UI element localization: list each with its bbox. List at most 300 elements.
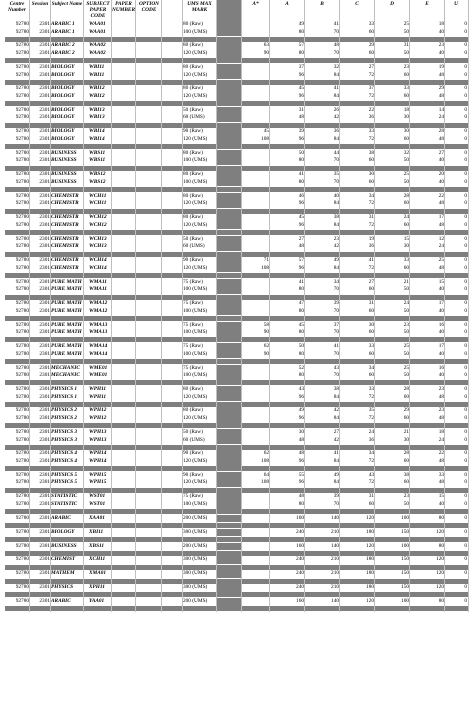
table-row bbox=[5, 128, 469, 136]
table-cell: BIOLOGY bbox=[51, 114, 75, 121]
gray-column-cell bbox=[217, 479, 241, 487]
table-cell: 27 bbox=[438, 149, 444, 156]
row-separator bbox=[5, 101, 469, 106]
table-cell: 48 bbox=[438, 457, 444, 464]
table-cell: CHEMISTR bbox=[51, 235, 79, 242]
table-cell: 0 bbox=[464, 200, 467, 207]
table-cell: 41 bbox=[333, 343, 339, 350]
table-cell: 50 bbox=[403, 372, 409, 379]
table-row bbox=[5, 136, 469, 144]
table-row bbox=[5, 394, 469, 402]
table-cell: 72 bbox=[368, 200, 374, 207]
gray-column-cell bbox=[217, 450, 241, 458]
table-cell: 72 bbox=[368, 393, 374, 400]
table-cell: MATHEM bbox=[51, 570, 75, 577]
table-cell: 2301 bbox=[39, 528, 50, 535]
table-cell: 50 bbox=[403, 157, 409, 164]
table-cell: 60 bbox=[403, 415, 409, 422]
table-cell: 0 bbox=[464, 221, 467, 228]
table-cell: 100 (UMS) bbox=[183, 157, 208, 164]
table-cell: 0 bbox=[464, 300, 467, 307]
table-cell: 48 bbox=[438, 393, 444, 400]
table-cell: 100 (UMS) bbox=[183, 178, 208, 185]
table-cell: WCH12 bbox=[89, 221, 107, 228]
column-header: E bbox=[425, 1, 429, 7]
table-cell: 100 bbox=[401, 598, 409, 605]
table-cell: 108 bbox=[261, 457, 269, 464]
table-cell: 70 bbox=[333, 329, 339, 336]
table-cell: WMA11 bbox=[89, 286, 107, 293]
table-cell: 37 bbox=[298, 63, 304, 70]
table-cell: 92780 bbox=[15, 171, 29, 178]
table-cell: WME01 bbox=[89, 364, 108, 371]
table-cell: 60 bbox=[368, 50, 374, 57]
table-row bbox=[5, 279, 469, 287]
table-cell: 92780 bbox=[15, 393, 29, 400]
table-cell: 2301 bbox=[39, 428, 50, 435]
table-cell: 0 bbox=[464, 307, 467, 314]
table-cell: 28 bbox=[403, 192, 409, 199]
table-cell: WPH13 bbox=[89, 436, 107, 443]
table-cell: WBS11 bbox=[89, 149, 106, 156]
table-cell: 29 bbox=[438, 85, 444, 92]
table-cell: 80 bbox=[298, 157, 304, 164]
table-cell: ARABIC 1 bbox=[51, 21, 75, 27]
table-cell: 29 bbox=[403, 407, 409, 414]
table-row bbox=[5, 42, 469, 50]
table-cell: 27 bbox=[368, 278, 374, 285]
table-row bbox=[5, 322, 469, 330]
table-cell: 96 bbox=[298, 479, 304, 486]
table-cell: 0 bbox=[464, 598, 467, 605]
table-cell: 0 bbox=[464, 450, 467, 457]
table-cell: 2301 bbox=[39, 598, 50, 605]
table-cell: 0 bbox=[464, 457, 467, 464]
table-cell: 92780 bbox=[15, 135, 29, 142]
table-cell: 60 bbox=[368, 500, 374, 507]
row-separator bbox=[5, 295, 469, 300]
table-cell: 92780 bbox=[15, 42, 29, 49]
table-cell: 150 bbox=[401, 556, 409, 563]
table-cell: 200 (UMS) bbox=[183, 598, 208, 605]
table-cell: 72 bbox=[368, 415, 374, 422]
table-cell: 96 bbox=[298, 221, 304, 228]
table-cell: 92780 bbox=[15, 321, 29, 328]
table-cell: 80 (Raw) bbox=[183, 385, 203, 392]
table-cell: 120 bbox=[366, 542, 374, 549]
table-cell: 38 bbox=[368, 149, 374, 156]
table-cell: 100 (UMS) bbox=[183, 350, 208, 357]
gray-column-cell bbox=[217, 243, 241, 251]
table-row bbox=[5, 556, 469, 564]
grid-line bbox=[241, 0, 242, 612]
table-cell: 49 bbox=[298, 407, 304, 414]
table-cell: PHYSICS 1 bbox=[51, 393, 78, 400]
table-cell: 21 bbox=[403, 278, 409, 285]
table-cell: 80 bbox=[298, 50, 304, 57]
table-cell: CHEMISTR bbox=[51, 264, 79, 271]
table-cell: 100 bbox=[401, 514, 409, 521]
gray-column-cell bbox=[217, 222, 241, 230]
table-row bbox=[5, 458, 469, 466]
table-row bbox=[5, 214, 469, 222]
table-cell: PHYSICS bbox=[51, 584, 74, 591]
table-cell: 46 bbox=[298, 192, 304, 199]
gray-column-cell bbox=[217, 584, 241, 592]
table-row bbox=[5, 479, 469, 487]
table-cell: 75 (Raw) bbox=[183, 300, 203, 307]
table-row bbox=[5, 308, 469, 316]
table-cell: 33 bbox=[368, 343, 374, 350]
table-row bbox=[5, 343, 469, 351]
row-separator bbox=[5, 316, 469, 321]
table-row bbox=[5, 222, 469, 230]
table-cell: 63 bbox=[263, 42, 269, 49]
table-cell: 40 bbox=[438, 50, 444, 57]
table-cell: 38 bbox=[403, 471, 409, 478]
table-cell: 160 bbox=[296, 542, 304, 549]
table-cell: 92780 bbox=[15, 264, 29, 271]
table-cell: 92780 bbox=[15, 479, 29, 486]
table-cell: 40 bbox=[438, 329, 444, 336]
table-cell: 0 bbox=[464, 542, 467, 549]
table-cell: 180 bbox=[366, 584, 374, 591]
table-cell: 20 bbox=[438, 171, 444, 178]
table-cell: 2301 bbox=[39, 500, 50, 507]
table-cell: BIOLOGY bbox=[51, 135, 75, 142]
table-row bbox=[5, 329, 469, 337]
gray-column-cell bbox=[217, 157, 241, 165]
table-cell: 31 bbox=[368, 214, 374, 221]
column-header: D bbox=[390, 1, 394, 7]
table-cell: 39 bbox=[368, 42, 374, 49]
table-cell: 150 bbox=[401, 584, 409, 591]
table-cell: STATISTIC bbox=[51, 500, 78, 507]
table-cell: 50 bbox=[403, 500, 409, 507]
table-cell: 0 bbox=[464, 479, 467, 486]
table-row bbox=[5, 386, 469, 394]
gray-column-cell bbox=[217, 365, 241, 373]
table-row bbox=[5, 193, 469, 201]
table-cell: 0 bbox=[464, 321, 467, 328]
table-cell: BIOLOGY bbox=[51, 71, 75, 78]
table-row bbox=[5, 437, 469, 445]
row-separator bbox=[5, 273, 469, 278]
table-cell: 180 bbox=[366, 556, 374, 563]
table-cell: 92780 bbox=[15, 457, 29, 464]
table-row bbox=[5, 598, 469, 606]
table-row bbox=[5, 200, 469, 208]
table-cell: 2301 bbox=[39, 149, 50, 156]
table-cell: 0 bbox=[464, 514, 467, 521]
table-cell: 0 bbox=[464, 364, 467, 371]
table-cell: 0 bbox=[464, 584, 467, 591]
gray-column-cell bbox=[217, 343, 241, 351]
table-cell: 62 bbox=[263, 343, 269, 350]
gray-column-cell bbox=[217, 200, 241, 208]
table-cell: 23 bbox=[438, 42, 444, 49]
table-cell: 19 bbox=[438, 63, 444, 70]
table-cell: 30 bbox=[403, 436, 409, 443]
table-cell: 60 bbox=[403, 93, 409, 99]
table-cell: 120 bbox=[436, 528, 444, 535]
table-cell: 45 bbox=[298, 214, 304, 221]
table-cell: 2301 bbox=[39, 264, 50, 271]
table-cell: 92780 bbox=[15, 200, 29, 207]
table-cell: 60 bbox=[403, 479, 409, 486]
table-cell: 90 bbox=[263, 50, 269, 57]
table-cell: 92780 bbox=[15, 192, 29, 199]
table-cell: PHYSICS 5 bbox=[51, 471, 78, 478]
table-cell: 2301 bbox=[39, 157, 50, 164]
table-cell: 70 bbox=[333, 307, 339, 314]
table-cell: 0 bbox=[464, 415, 467, 422]
table-cell: XPH11 bbox=[89, 584, 105, 591]
table-cell: PURE MATH bbox=[51, 278, 82, 285]
table-cell: 0 bbox=[464, 393, 467, 400]
table-cell: 0 bbox=[464, 93, 467, 99]
table-cell: 58 bbox=[263, 321, 269, 328]
table-cell: 80 (Raw) bbox=[183, 171, 203, 178]
row-separator bbox=[5, 58, 469, 63]
table-cell: 2301 bbox=[39, 350, 50, 357]
column-header: Subject Name bbox=[51, 1, 83, 7]
table-cell: 25 bbox=[403, 21, 409, 27]
table-cell: PURE MATH bbox=[51, 343, 82, 350]
table-row bbox=[5, 286, 469, 294]
table-cell: 80 (Raw) bbox=[183, 407, 203, 414]
table-cell: 150 bbox=[401, 570, 409, 577]
table-cell: 2301 bbox=[39, 570, 50, 577]
table-cell: 0 bbox=[464, 71, 467, 78]
gray-column-cell bbox=[217, 128, 241, 136]
table-cell: 33 bbox=[403, 85, 409, 92]
table-cell: 0 bbox=[464, 500, 467, 507]
table-row bbox=[5, 543, 469, 551]
table-cell: 43 bbox=[298, 385, 304, 392]
table-cell: 23 bbox=[438, 385, 444, 392]
table-cell: 2301 bbox=[39, 50, 50, 57]
table-cell: 0 bbox=[464, 63, 467, 70]
table-cell: 33 bbox=[368, 385, 374, 392]
table-cell: 49 bbox=[298, 21, 304, 27]
table-cell: WCH13 bbox=[89, 235, 107, 242]
table-cell: 40 bbox=[333, 192, 339, 199]
gray-column-cell bbox=[217, 386, 241, 394]
gray-column-cell bbox=[217, 529, 241, 537]
table-cell: 2301 bbox=[39, 63, 50, 70]
table-cell: WMA12 bbox=[89, 300, 108, 307]
table-cell: 0 bbox=[464, 493, 467, 500]
table-cell: 92780 bbox=[15, 235, 29, 242]
gray-column-cell bbox=[217, 472, 241, 480]
table-cell: 92780 bbox=[15, 157, 29, 164]
row-separator bbox=[5, 380, 469, 385]
table-cell: 18 bbox=[438, 21, 444, 27]
table-cell: ARABIC bbox=[51, 514, 71, 521]
table-cell: 120 (UMS) bbox=[183, 135, 208, 142]
gray-column-cell bbox=[217, 93, 241, 101]
table-cell: 25 bbox=[403, 343, 409, 350]
table-cell: 120 bbox=[366, 514, 374, 521]
table-cell: 60 bbox=[403, 71, 409, 78]
table-cell: 15 bbox=[438, 493, 444, 500]
gray-column-cell bbox=[217, 279, 241, 287]
gray-column-cell bbox=[217, 286, 241, 294]
table-cell: 2301 bbox=[39, 307, 50, 314]
table-cell: 17 bbox=[438, 214, 444, 221]
table-cell: 23 bbox=[403, 493, 409, 500]
table-cell: 80 (Raw) bbox=[183, 149, 203, 156]
table-cell: BIOLOGY bbox=[51, 106, 75, 113]
table-cell: 27 bbox=[333, 428, 339, 435]
gray-column-cell bbox=[217, 543, 241, 551]
table-cell: PURE MATH bbox=[51, 321, 82, 328]
gray-column-cell bbox=[217, 50, 241, 58]
row-separator bbox=[5, 166, 469, 171]
table-cell: 150 bbox=[401, 528, 409, 535]
table-cell: 43 bbox=[368, 471, 374, 478]
table-cell: 92780 bbox=[15, 570, 29, 577]
table-cell: CHEMISTR bbox=[51, 221, 79, 228]
table-cell: 90 (Raw) bbox=[183, 257, 203, 264]
table-cell: 40 bbox=[438, 28, 444, 35]
table-cell: 30 bbox=[298, 428, 304, 435]
table-cell: 75 (Raw) bbox=[183, 343, 203, 350]
table-cell: 92780 bbox=[15, 50, 29, 57]
table-cell: 92780 bbox=[15, 343, 29, 350]
gray-column-cell bbox=[217, 322, 241, 330]
table-cell: 30 bbox=[403, 243, 409, 250]
table-body bbox=[5, 21, 469, 611]
table-cell: WBS11 bbox=[89, 157, 106, 164]
table-cell: 38 bbox=[333, 214, 339, 221]
table-cell: WBI12 bbox=[89, 85, 105, 92]
table-cell: 2301 bbox=[39, 457, 50, 464]
table-cell: 2301 bbox=[39, 321, 50, 328]
table-cell: 0 bbox=[464, 350, 467, 357]
table-row bbox=[5, 179, 469, 187]
table-cell: 96 bbox=[298, 415, 304, 422]
table-row bbox=[5, 257, 469, 265]
table-cell: 120 (UMS) bbox=[183, 200, 208, 207]
table-cell: 60 (UMS) bbox=[183, 114, 205, 121]
table-cell: 75 (Raw) bbox=[183, 321, 203, 328]
table-cell: 108 bbox=[261, 479, 269, 486]
table-cell: 90 (Raw) bbox=[183, 471, 203, 478]
table-cell: 80 bbox=[298, 28, 304, 35]
gray-column-cell bbox=[217, 570, 241, 578]
table-row bbox=[5, 236, 469, 244]
table-cell: 50 bbox=[403, 50, 409, 57]
table-cell: 17 bbox=[438, 300, 444, 307]
table-cell: 92780 bbox=[15, 528, 29, 535]
table-cell: 120 (UMS) bbox=[183, 93, 208, 99]
table-cell: 0 bbox=[464, 528, 467, 535]
table-cell: 36 bbox=[368, 436, 374, 443]
table-cell: 48 bbox=[333, 42, 339, 49]
table-cell: 60 bbox=[368, 372, 374, 379]
table-cell: 38 bbox=[333, 385, 339, 392]
gray-column-cell bbox=[217, 21, 241, 29]
table-row bbox=[5, 429, 469, 437]
table-cell: PHYSICS 3 bbox=[51, 436, 78, 443]
table-cell: BUSINESS bbox=[51, 171, 77, 178]
table-cell: 72 bbox=[368, 71, 374, 78]
table-cell: 40 bbox=[438, 350, 444, 357]
table-cell: 31 bbox=[368, 300, 374, 307]
table-cell: 23 bbox=[403, 63, 409, 70]
table-cell: BIOLOGY bbox=[51, 128, 75, 135]
table-cell: ARABIC 1 bbox=[51, 28, 75, 35]
table-cell: WCH14 bbox=[89, 264, 107, 271]
table-cell: 24 bbox=[403, 214, 409, 221]
row-separator bbox=[5, 551, 469, 556]
table-cell: 41 bbox=[368, 257, 374, 264]
table-row bbox=[5, 93, 469, 101]
table-cell: 28 bbox=[403, 450, 409, 457]
table-cell: 52 bbox=[298, 364, 304, 371]
row-separator bbox=[5, 359, 469, 364]
table-cell: 60 bbox=[403, 200, 409, 207]
table-cell: 96 bbox=[298, 93, 304, 99]
table-cell: 72 bbox=[368, 221, 374, 228]
table-cell: 75 (Raw) bbox=[183, 278, 203, 285]
grid-line bbox=[135, 0, 136, 612]
table-cell: 2301 bbox=[39, 385, 50, 392]
column-header: UMS MAX MARK bbox=[187, 1, 212, 13]
table-cell: 96 bbox=[298, 457, 304, 464]
table-cell: 42 bbox=[333, 407, 339, 414]
table-cell: 92780 bbox=[15, 500, 29, 507]
table-cell: WMA14 bbox=[89, 343, 108, 350]
table-cell: PURE MATH bbox=[51, 329, 82, 336]
table-cell: 41 bbox=[333, 21, 339, 27]
row-separator bbox=[5, 606, 469, 611]
table-cell: WPH13 bbox=[89, 428, 107, 435]
table-cell: 140 bbox=[331, 598, 339, 605]
table-cell: WMA12 bbox=[89, 307, 108, 314]
gray-column-cell bbox=[217, 515, 241, 523]
column-header: SUBJECT PAPER CODE bbox=[86, 1, 110, 19]
table-cell: WPH15 bbox=[89, 471, 107, 478]
table-cell: 60 bbox=[368, 286, 374, 293]
table-cell: 35 bbox=[333, 171, 339, 178]
table-cell: PHYSICS 4 bbox=[51, 457, 78, 464]
table-cell: PURE MATH bbox=[51, 286, 82, 293]
grid-line bbox=[304, 0, 305, 612]
table-cell: 92780 bbox=[15, 286, 29, 293]
table-cell: 2301 bbox=[39, 479, 50, 486]
row-separator bbox=[5, 187, 469, 192]
table-cell: 42 bbox=[333, 436, 339, 443]
table-cell: 120 bbox=[436, 556, 444, 563]
table-cell: 60 bbox=[368, 329, 374, 336]
gray-column-cell bbox=[217, 236, 241, 244]
table-cell: 48 bbox=[298, 114, 304, 121]
table-cell: 84 bbox=[333, 93, 339, 99]
table-cell: WPH14 bbox=[89, 450, 107, 457]
gray-column-cell bbox=[217, 300, 241, 308]
table-cell: 84 bbox=[333, 393, 339, 400]
table-cell: 2301 bbox=[39, 214, 50, 221]
table-cell: 48 bbox=[438, 264, 444, 271]
table-row bbox=[5, 21, 469, 29]
table-cell: WPH12 bbox=[89, 407, 107, 414]
table-cell: PURE MATH bbox=[51, 307, 82, 314]
table-cell: 72 bbox=[368, 93, 374, 99]
table-cell: 92780 bbox=[15, 63, 29, 70]
